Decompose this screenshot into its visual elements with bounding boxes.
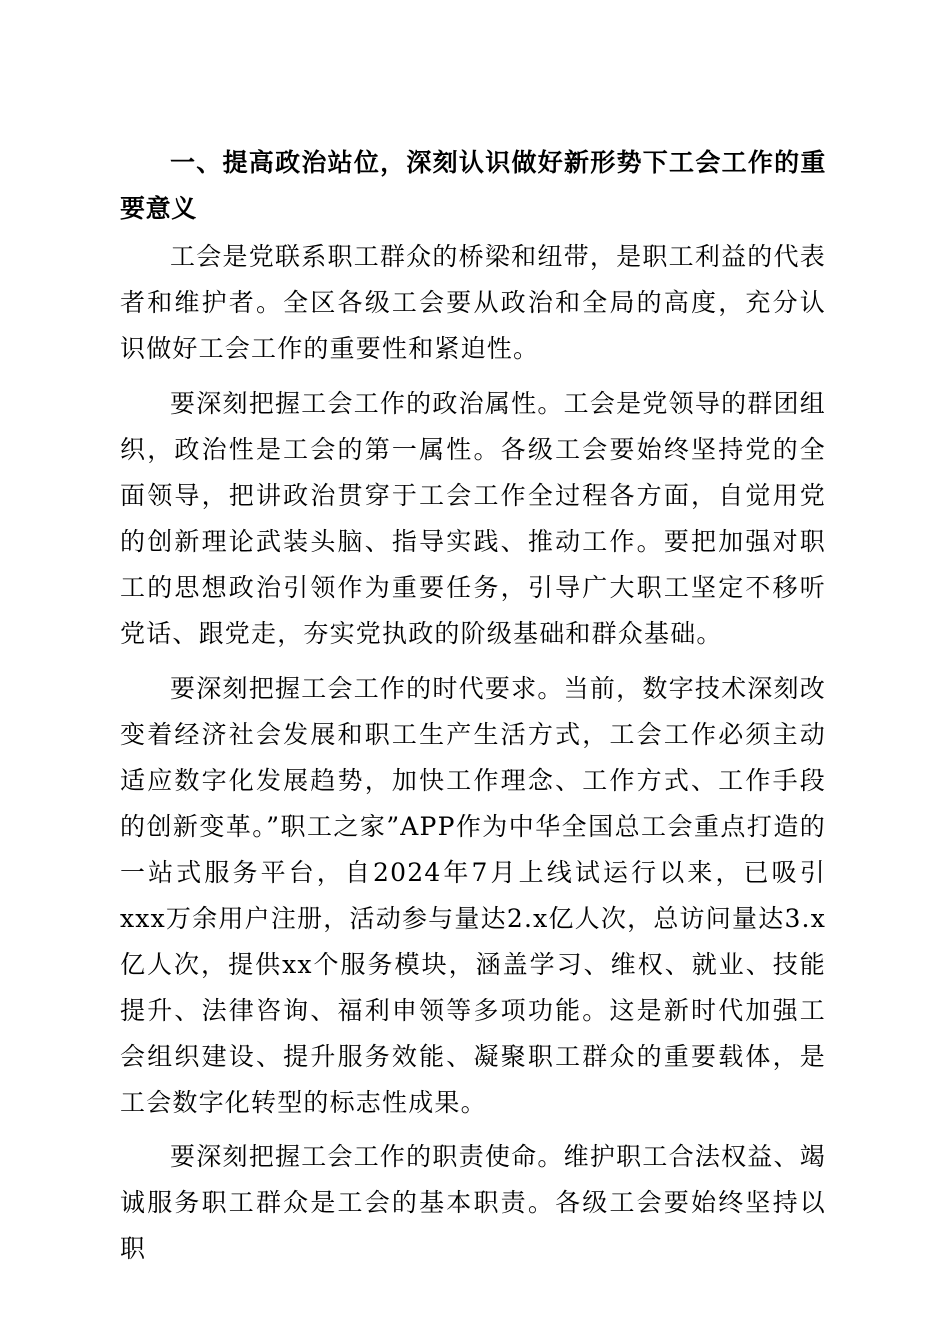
paragraph-political-attribute: 要深刻把握工会工作的政治属性。工会是党领导的群团组织，政治性是工会的第一属性。各级工会要始终坚持党的全面领导，把讲政治贯穿于工会工作全过程各方面，自觉用党的创新理论武装头脑、指导实践、推动工作。要把加强对职工的思想政治引领作为重要任务，引导广大职工坚定不移听党话、跟党走，夯实党执政的阶级基础和群众基础。 bbox=[120, 389, 826, 648]
document-body bbox=[120, 140, 826, 1272]
section-heading: 一、提高政治站位，深刻认识做好新形势下工会工作的重要意义 bbox=[120, 148, 826, 223]
paragraph-era-requirements: 要深刻把握工会工作的时代要求。当前，数字技术深刻改变着经济社会发展和职工生产生活方式，工会工作必须主动适应数字化发展趋势，加快工作理念、工作方式、工作手段的创新变革。”职工之家”APP作为中华全国总工会重点打造的一站式服务平台，自2024年7月上线试运行以来，已吸引xxx万余用户注册，活动参与量达2.x亿人次，总访问量达3.x亿人次，提供xx个服务模块，涵盖学习、维权、就业、技能提升、法律咨询、福利申领等多项功能。这是新时代加强工会组织建设、提升服务效能、凝聚职工群众的重要载体，是工会数字化转型的标志性成果。 bbox=[120, 674, 826, 1117]
paragraph-duties-mission: 要深刻把握工会工作的职责使命。维护职工合法权益、竭诚服务职工群众是工会的基本职责。各级工会要始终坚持以职 bbox=[120, 1142, 826, 1263]
paragraph-union-role: 工会是党联系职工群众的桥梁和纽带，是职工利益的代表者和维护者。全区各级工会要从政治和全局的高度，充分认识做好工会工作的重要性和紧迫性。 bbox=[120, 242, 826, 363]
